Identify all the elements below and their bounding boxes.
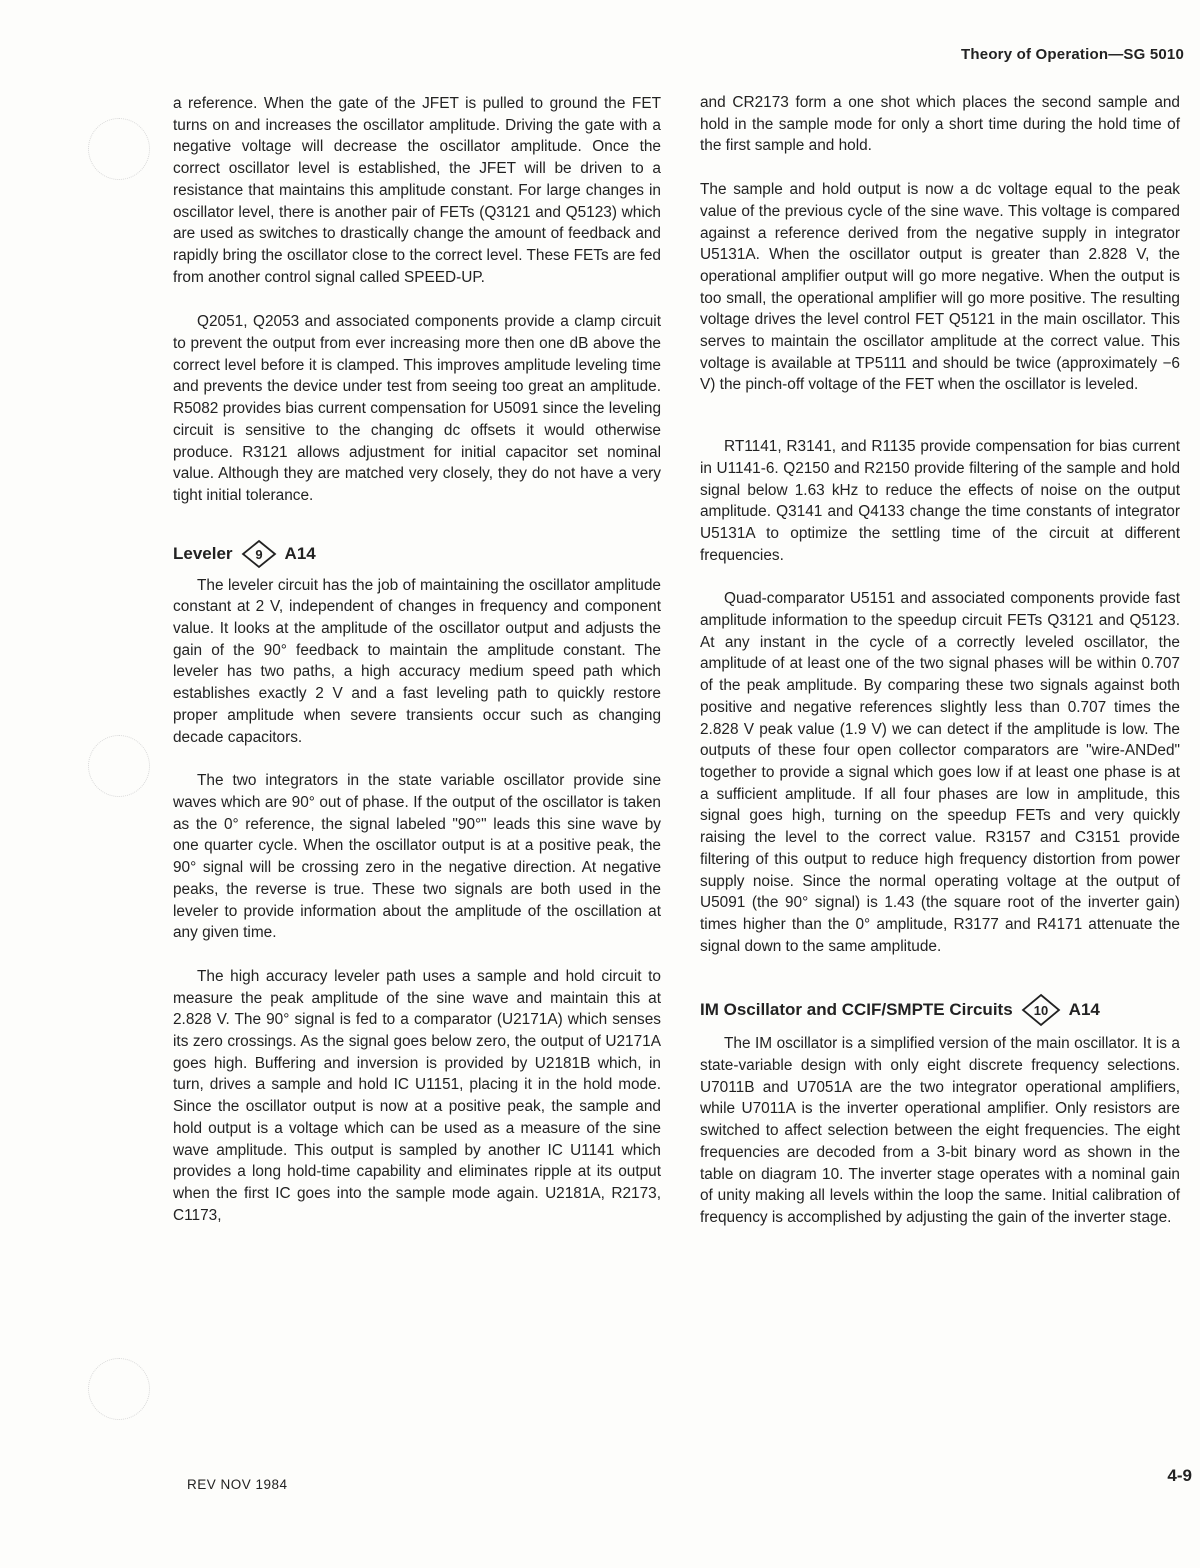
section-heading-im-oscillator [700,993,1180,1027]
diagram-number-diamond-icon [241,539,277,569]
board-label: A14 [284,543,316,563]
section-title: IM Oscillator and CCIF/SMPTE Circuits [700,1000,1013,1020]
paragraph: and CR2173 form a one shot which places the second sample and hold in the sample mode for only a short time during the hold time of the first sample and hold. [700,94,1180,155]
board-label: A14 [1068,1000,1100,1020]
paragraph: The two integrators in the state variable oscillator provide sine waves which are 90° out of phase. If the output of the oscillator is taken as the 0° reference, the signal labeled "90°" leads this sine wave by one quarter cycle. When the oscillator output is at a positive peak, the 90° signal will be crossing zero in the negative direction. At negative peaks, the reverse is true. These two signals are both used in the leveler to provide information about the amplitude of the oscillation at any given time. [173,772,661,942]
paragraph: The IM oscillator is a simplified version of the main oscillator. It is a state-variable design with only eight discrete frequency selections. U7011B and U7051A are the two integrator operational amplifiers, while U7011A is the inverter operational amplifier. Only resistors are switched to affect selection between the eight frequencies. The eight frequencies are decoded from a 3-bit binary word as shown in the table on diagram 10. The inverter stage operates with a nominal gain of unity making all levels within the loop the same. Initial calibration of frequency is accomplished by adjusting the gain of the inverter stage. [700,1035,1180,1226]
section-title: Leveler [173,543,233,563]
punch-hole-mark [88,735,150,797]
right-column [700,92,1180,1229]
paragraph: a reference. When the gate of the JFET is pulled to ground the FET turns on and increases the oscillator amplitude. Driving the gate with a negative voltage will decrease the oscillator amplitude. Once the correct oscillator level is established, the JFET will be driven to a resistance that maintains this amplitude constant. For large changes in oscillator level, there is another pair of FETs (Q3121 and Q5123) which are used as switches to drastically change the amount of feedback and rapidly bring the oscillator close to the correct level. These FETs are fed from another control signal called SPEED-UP. [173,95,661,286]
revision-date: REV NOV 1984 [187,1477,288,1492]
paragraph: The high accuracy leveler path uses a sample and hold circuit to measure the peak amplitude of the sine wave and maintain this at 2.828 V. The 90° signal is fed to a comparator (U2171A) which senses its zero crossings. As the signal goes below zero, the output of U2171A goes high. Buffering and inversion is provided by U2181B which, in turn, drives a sample and hold IC U1151, placing it in the hold mode. Since the oscillator output is now at a positive peak, the sample and hold output is a voltage which can be used as a measure of the sine wave amplitude. This output is sampled by another IC U1141 which provides a long hold-time capability and eliminates ripple at its output when the first IC goes into the sample mode again. U2181A, R2173, C1173, [173,967,661,1224]
left-column [173,93,661,1226]
diagram-number-text: 9 [254,546,263,562]
paragraph: The sample and hold output is now a dc voltage equal to the peak value of the previous cycle of the sine wave. This voltage is compared against a reference derived from the negative supply in integrator U5131A. When the oscillator output is greater than 2.828 V, the operational amplifier output will go more negative. When the output is too small, the operational amplifier will go more positive. The resulting voltage drives the level control FET Q5121 in the main oscillator. This serves to maintain the oscillator amplitude at the correct value. This voltage is available at TP5111 and should be twice (approximately −6 V) the pinch-off voltage of the FET when the oscillator is leveled. [700,181,1180,394]
diagram-number-text: 10 [1033,1003,1048,1019]
punch-hole-mark [88,1358,150,1420]
paragraph: Q2051, Q2053 and associated components provide a clamp circuit to prevent the output from ever increasing more then one dB above the correct level before it is clamped. This improves amplitude leveling time and prevents the device under test from seeing too great an amplitude. R5082 provides bias current compensation for U5091 since the leveling circuit is sensitive to the changing dc offsets it would otherwise produce. R3121 allows adjustment for initial capacitor set nominal value. Although they are matched very closely, they do not have a very tight initial tolerance. [173,313,661,504]
paragraph: Quad-comparator U5151 and associated components provide fast amplitude information to the speedup circuit FETs Q3121 and Q5123. At any instant in the cycle of a correctly leveled oscillator, the amplitude of at least one of the two signal phases will be within 0.707 of the peak amplitude. By comparing these two signals against both positive and negative references slightly less than 0.707 times the 2.828 V peak value (1.9 V) we can detect if the amplitude is low. The outputs of these four open collector comparators are "wire-ANDed" together to provide a signal which goes low if at least one phase is at a sufficient amplitude. If all four phases are low in amplitude, this signal goes high, turning on the speedup FETs and very quickly raising the level to the correct value. R3157 and C3151 provide filtering of this output to reduce high frequency distortion from power supply noise. Since the normal operating voltage at the output of U5091 (the 90° signal) is 1.43 (the square root of the inverter gain) times higher than the 0° amplitude, R3177 and R4171 attenuate the signal down to the same amplitude. [700,590,1180,955]
punch-hole-mark [88,118,150,180]
section-heading-leveler [173,539,661,569]
paragraph: RT1141, R3141, and R1135 provide compensation for bias current in U1141-6. Q2150 and R2150 provide filtering of the sample and hold signal below 1.63 kHz to reduce the effects of noise on the output amplitude. Q3141 and Q4133 change the time constants of integrator U5131A to optimize the settling time of the circuit at different frequencies. [700,438,1180,564]
paragraph: The leveler circuit has the job of maintaining the oscillator amplitude constant at 2 V, independent of changes in frequency and component value. It looks at the amplitude of the oscillator output and adjusts the gain of the 90° feedback to maintain the amplitude constant. The leveler has two paths, a high accuracy medium speed path which establishes exactly 2 V and a fast leveling path to quickly restore proper amplitude when severe transients occur such as changing decade capacitors. [173,576,661,746]
page-header-title: Theory of Operation—SG 5010 [961,46,1184,63]
diagram-number-diamond-icon [1021,993,1061,1027]
page-number: 4-9 [1167,1466,1192,1485]
